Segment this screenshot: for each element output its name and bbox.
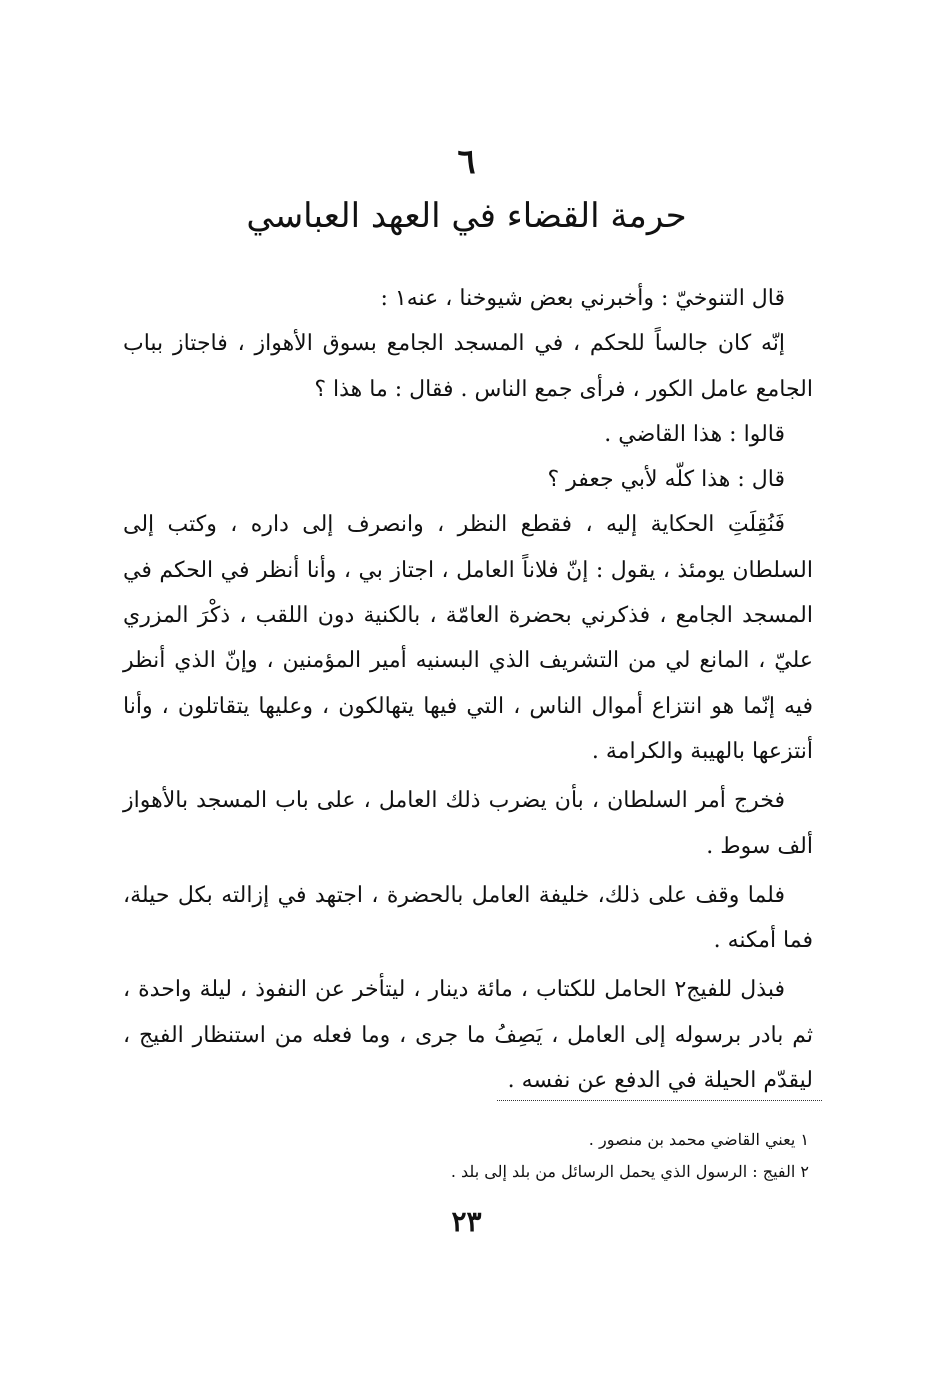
- paragraph: قال : هذا كلّه لأبي جعفر ؟: [547, 467, 785, 493]
- footnote-marker: ١: [800, 1130, 809, 1149]
- paragraph: فبذل للفيج٢ الحامل للكتاب ، مائة دينار ، ليتأخر عن النفوذ ، ليلة واحدة ، ثم بادر برسوله إلى العامل ، يَصِفُ ما جرى ، وما فعله من استنظار الفيج ، ليقدّم الحيلة في الدفع عن نفسه .: [123, 977, 813, 1094]
- page-number: ٢٣: [451, 1205, 482, 1238]
- paragraph: قالوا : هذا القاضي .: [604, 421, 785, 447]
- chapter-title: حرمة القضاء في العهد العباسي: [246, 196, 687, 236]
- footnotes: [129, 1124, 809, 1188]
- footnote: [129, 1124, 809, 1156]
- footnote: [129, 1156, 809, 1188]
- body-text: [123, 276, 813, 1103]
- footnote-marker: ٢: [800, 1162, 809, 1181]
- footnote-separator: [497, 1100, 822, 1101]
- paragraph: فخرج أمر السلطان ، بأن يضرب ذلك العامل ، على باب المسجد بالأهواز ألف سوط .: [123, 788, 813, 859]
- paragraph: فَنُقِلَتِ الحكاية إليه ، فقطع النظر ، وانصرف إلى داره ، وكتب إلى السلطان يومئذ ، يقول : إنّ فلاناً العامل ، اجتاز بي ، وأنا أنظر في الحكم في المسجد الجامع ، فذكرني بحضرة العامّة ، بالكنية دون اللقب ، ذكْرَ المزري عليّ ، المانع لي من التشريف الذي البسنيه أمير المؤمنين ، وإنّ الذي أنظر فيه إنّما هو انتزاع أموال الناس ، التي فيها يتهالكون ، وعليها يتقاتلون ، وأنا أنتزعها بالهيبة والكرامة .: [123, 512, 813, 764]
- footnote-text: يعني القاضي محمد بن منصور .: [588, 1130, 796, 1149]
- paragraph: قال التنوخيّ : وأخبرني بعض شيوخنا ، عنه١ :: [380, 286, 785, 311]
- chapter-number: ٦: [457, 142, 476, 182]
- paragraph: إنّه كان جالساً للحكم ، في المسجد الجامع بسوق الأهواز ، فاجتاز بباب الجامع عامل الكور ، فرأى جمع الناس . فقال : ما هذا ؟: [123, 331, 813, 402]
- paragraph: فلما وقف على ذلك، خليفة العامل بالحضرة ، اجتهد في إزالته بكل حيلة، فما أمكنه .: [123, 882, 813, 954]
- footnote-text: الفيج : الرسول الذي يحمل الرسائل من بلد إلى بلد .: [450, 1162, 796, 1181]
